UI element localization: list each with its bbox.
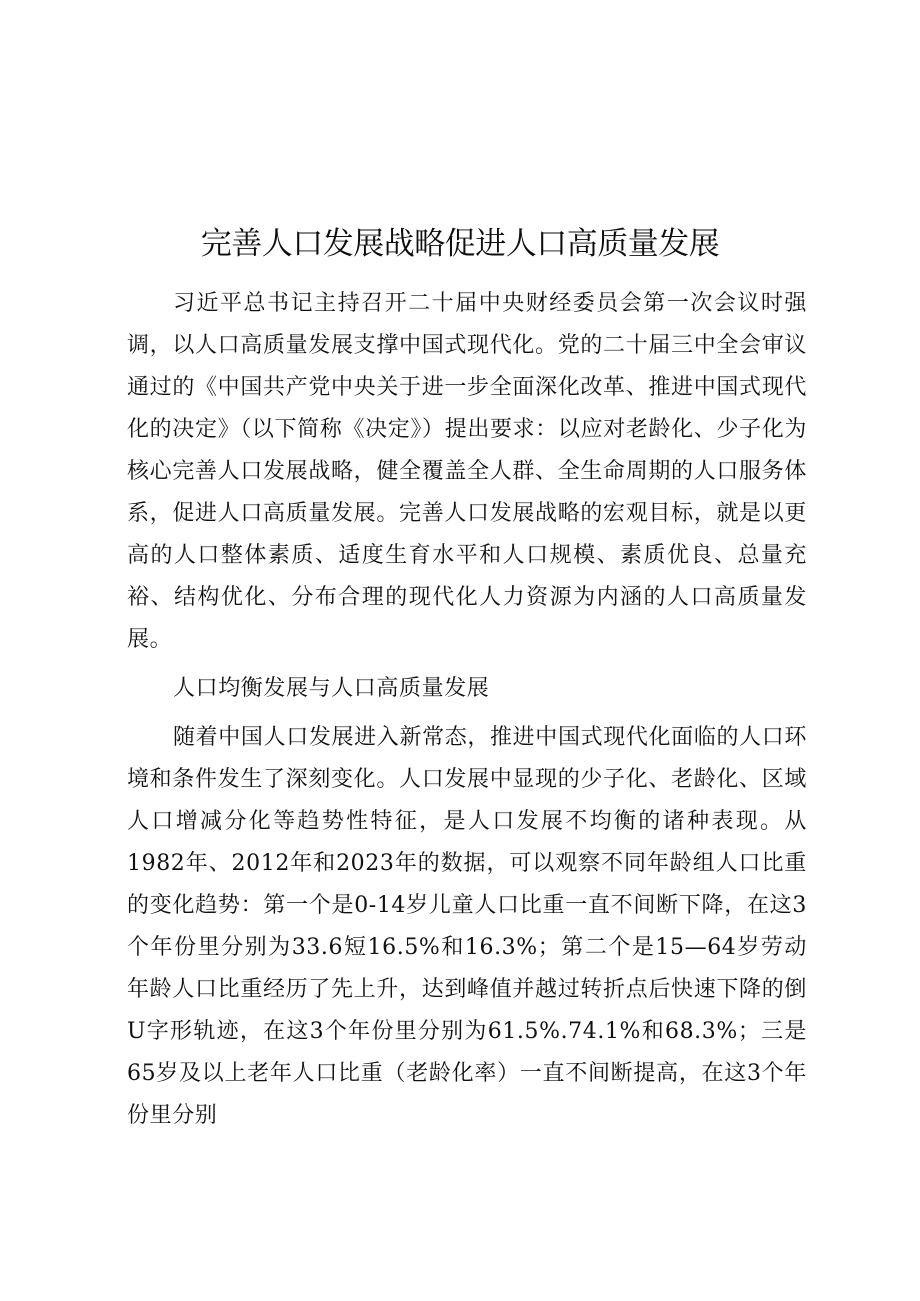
paragraph-intro: 习近平总书记主持召开二十届中央财经委员会第一次会议时强调，以人口高质量发展支撑中国式现代化。党的二十届三中全会审议通过的《中国共产党中央关于进一步全面深化改革、推进中国式现代化的决定》（以下简称《决定》）提出要求：以应对老龄化、少子化为核心完善人口发展战略，健全覆盖全人群、全生命周期的人口服务体系，促进人口高质量发展。完善人口发展战略的宏观目标，就是以更高的人口整体素质、适度生育水平和人口规模、素质优良、总量充裕、结构优化、分布合理的现代化人力资源为内涵的人口高质量发展。 — [127, 291, 807, 652]
document-title: 完善人口发展战略促进人口高质量发展 — [200, 226, 720, 262]
paragraph-body: 随着中国人口发展进入新常态，推进中国式现代化面临的人口环境和条件发生了深刻变化。人口发展中显现的少子化、老龄化、区域人口增减分化等趋势性特征，是人口发展不均衡的诸种表现。从1982年、2012年和2023年的数据，可以观察不同年龄组人口比重的变化趋势：第一个是0-14岁儿童人口比重一直不间断下降，在这3个年份里分别为33.6短16.5%和16.3%；第二个是15—64岁劳动年龄人口比重经历了先上升，达到峰值并越过转折点后快速下降的倒U字形轨迹，在这3个年份里分别为61.5%.74.1%和68.3%；三是65岁及以上老年人口比重（老龄化率）一直不间断提高，在这3个年份里分别 — [127, 725, 807, 1128]
section-heading: 人口均衡发展与人口高质量发展 — [173, 676, 490, 701]
